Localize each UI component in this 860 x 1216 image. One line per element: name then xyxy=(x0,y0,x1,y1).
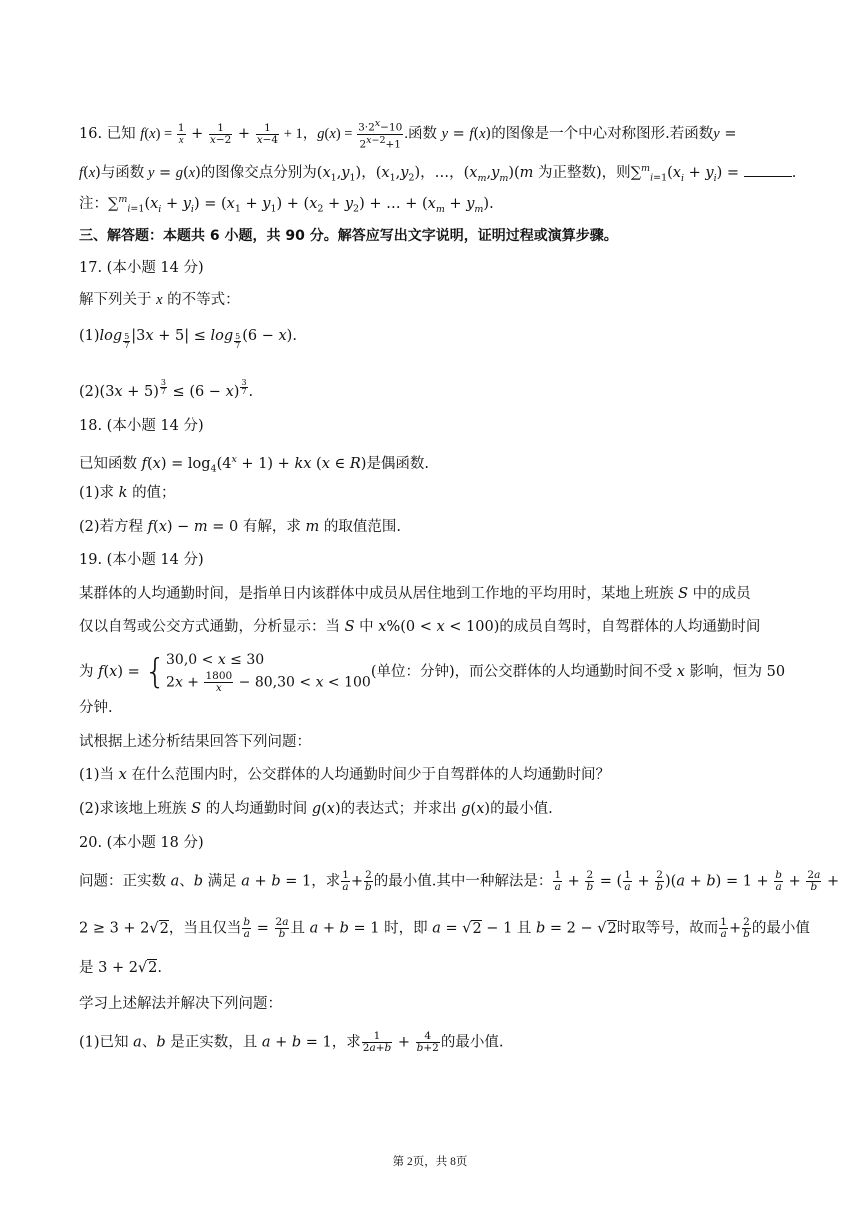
q18-part1: (1)求 k 的值； xyxy=(79,485,176,501)
q16-line2: f(x)与函数 y = g(x)的图像交点分别为$(x_1,y_1)$，$(x_1,y_2)$，…，$(x_m,y_m)(m$ 为正整数)，则$\sum^m_{i=1}(x_i + y_i)$ = . xyxy=(79,163,797,184)
answer-blank[interactable] xyxy=(744,164,792,177)
q17-header: 17. (本小题 14 分) xyxy=(79,260,204,276)
q16-note: 注：$\sum^m_{i=1}(x_i + y_i) = (x_1 + y_1) + (x_2 + y_2)$ + … + $(x_m + y_m)$. xyxy=(79,194,494,215)
q19-header: 19. (本小题 14 分) xyxy=(79,552,204,568)
q16-line1: 16. 已知 f(x) = $\frac{1}{x}$ + $\frac{1}{x-2}$ + $\frac{1}{x-4}$ + 1，g(x) = $\frac{3\cdot 2^x-10}{2^{x-2}+1}$ .函数 y = f(x)的图像是一个中心对称图形.若函数y = xyxy=(79,118,737,150)
q19-line3: 为 f(x) = { 30,0 < x ≤ 30 2x + $\frac{1800}{x}$ − 80,30 < x < 100 (单位：分钟)，而公交群体的人均通勤时间不受 x 影响，恒为 50 xyxy=(79,652,786,694)
q20-line4: 学习上述解法并解决下列问题： xyxy=(79,996,282,1012)
q19-part1: (1)当 x 在什么范围内时，公交群体的人均通勤时间少于自驾群体的人均通勤时间？ xyxy=(79,767,610,783)
q19-line1: 某群体的人均通勤时间，是指单日内该群体中成员从居住地到工作地的平均用时，某地上班族 S 中的成员 xyxy=(79,586,751,602)
q18-part2: (2)若方程 f(x) − m = 0 有解，求 m 的取值范围. xyxy=(79,519,401,535)
section-title: 三、解答题：本题共 6 小题，共 90 分。解答应写出文字说明，证明过程或演算步骤。 xyxy=(79,228,618,244)
q19-part2: (2)求该地上班族 S 的人均通勤时间 g(x)的表达式；并求出 g(x)的最小值. xyxy=(79,801,553,817)
q20-header: 20. (本小题 18 分) xyxy=(79,835,204,851)
page-footer: 第 2页，共 8页 xyxy=(392,1156,468,1168)
q19-line2: 仅以自驾或公交方式通勤，分析显示：当 S 中 x%(0 < x < 100)的成员自驾时，自驾群体的人均通勤时间 xyxy=(79,619,761,635)
q20-line2: 2 ≥ 3 + 2√2，当且仅当 $\frac{b}{a}$ = $\frac{2a}{b}$ 且 a + b = 1 时，即 a = √2 − 1 且 b = 2 − √2时取等号，故而 $\frac{1}{a}$ + $\frac{2}{b}$ 的最小值 xyxy=(79,916,810,940)
q18-header: 18. (本小题 14 分) xyxy=(79,418,204,434)
q17-intro: 解下列关于 x 的不等式： xyxy=(79,292,240,308)
q20-part1: (1)已知 a、b 是正实数，且 a + b = 1，求 $\frac{1}{2a+b}$ + $\frac{4}{b+2}$ 的最小值. xyxy=(79,1030,504,1054)
q19-line4: 分钟. xyxy=(79,700,113,716)
q17-part2: (2)(3x + 5) $^{\frac{3}{7}}$ ≤ (6 − x) $^{\frac{3}{7}}$ . xyxy=(79,378,254,400)
q20-line1: 问题：正实数 a、b 满足 a + b = 1，求 $\frac{1}{a}$ + $\frac{2}{b}$ 的最小值.其中一种解法是： $\frac{1}{a}$ + $\frac{2}{b}$ = ( $\frac{1}{a}$ + $\frac{2}{b}$ )(a + b) = 1 + $\frac{b}{a}$ + $\frac{2a}{b}$ + xyxy=(79,869,840,893)
q17-part1: (1)log $_{\frac{5}{7}}$ |3x + 5| ≤ log $_{\frac{5}{7}}$ (6 − x). xyxy=(79,328,297,350)
q18-intro: 已知函数 $f(x) = \log_4(4^x + 1)$ + kx (x ∈ R)是偶函数. xyxy=(79,454,430,475)
q20-line3: 是 3 + 2√2. xyxy=(79,960,163,976)
q19-line5: 试根据上述分析结果回答下列问题： xyxy=(79,734,311,750)
